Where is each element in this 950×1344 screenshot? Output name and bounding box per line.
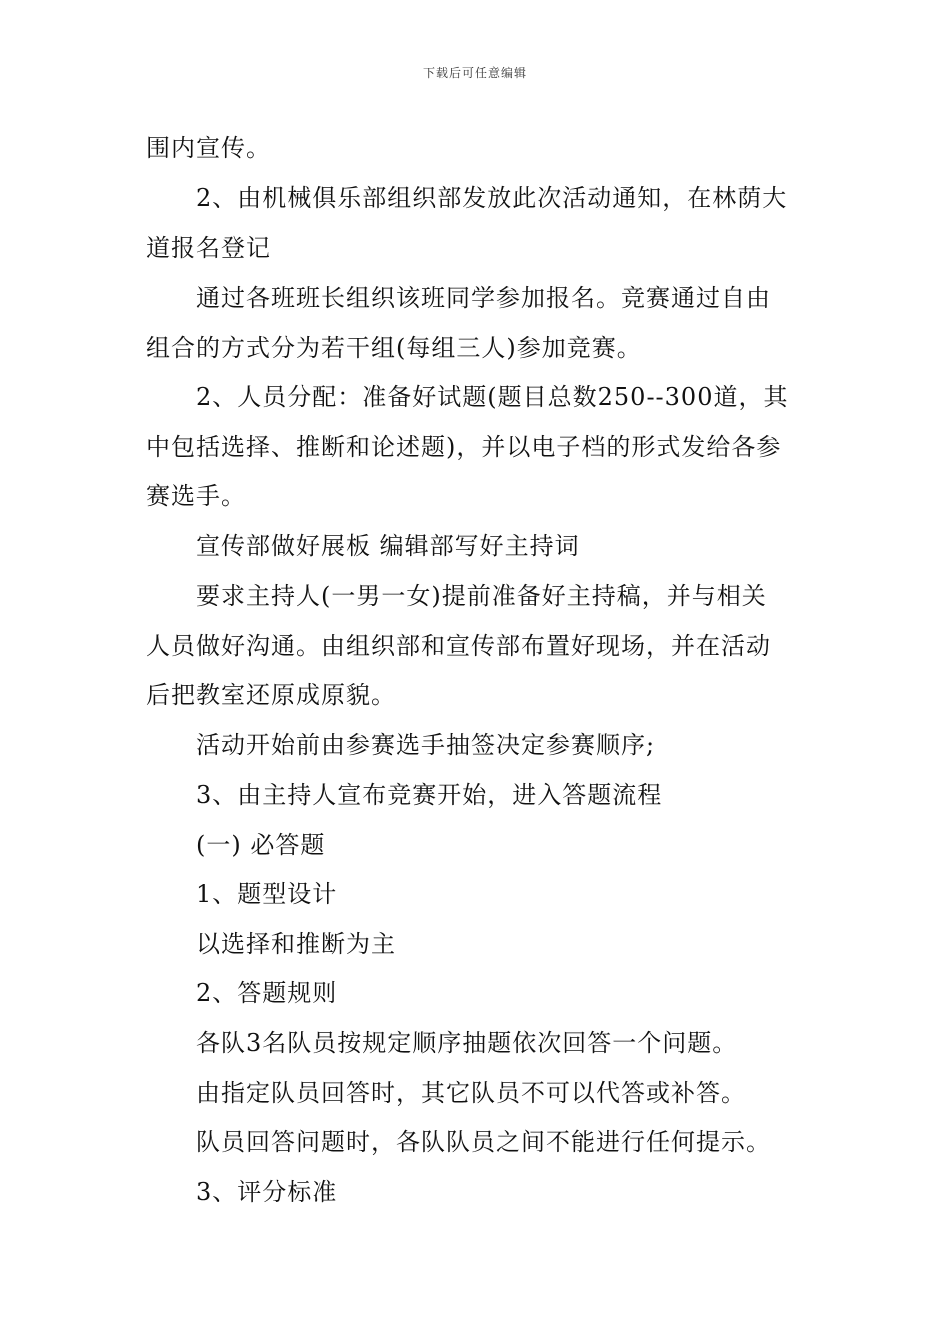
text-line: 赛选手。	[146, 482, 246, 510]
text-line: 1、题型设计	[196, 880, 338, 908]
text-line: 以选择和推断为主	[196, 930, 396, 958]
text-line: 宣传部做好展板 编辑部写好主持词	[196, 532, 580, 560]
text-line: 道报名登记	[146, 234, 271, 262]
text-line: 后把教室还原成原貌。	[146, 681, 396, 709]
text-line: 2、人员分配：准备好试题(题目总数250--300道，其	[196, 383, 789, 411]
text-line: 队员回答问题时，各队队员之间不能进行任何提示。	[196, 1128, 771, 1156]
text-line: 由指定队员回答时，其它队员不可以代答或补答。	[196, 1079, 746, 1107]
text-line: 中包括选择、推断和论述题)，并以电子档的形式发给各参	[146, 433, 782, 461]
text-line: (一) 必答题	[196, 831, 326, 859]
text-line: 组合的方式分为若干组(每组三人)参加竞赛。	[146, 334, 642, 362]
text-line: 2、由机械俱乐部组织部发放此次活动通知，在林荫大	[196, 184, 788, 212]
text-line: 3、由主持人宣布竞赛开始，进入答题流程	[196, 781, 663, 809]
text-line: 各队3名队员按规定顺序抽题依次回答一个问题。	[196, 1029, 738, 1057]
text-line: 要求主持人(一男一女)提前准备好主持稿，并与相关	[196, 582, 767, 610]
text-line: 2、答题规则	[196, 979, 338, 1007]
text-line: 3、评分标准	[196, 1178, 338, 1206]
text-line: 围内宣传。	[146, 134, 271, 162]
page-header: 下载后可任意编辑	[422, 66, 527, 80]
text-line: 活动开始前由参赛选手抽签决定参赛顺序;	[196, 731, 656, 759]
text-line: 通过各班班长组织该班同学参加报名。竞赛通过自由	[196, 284, 771, 312]
text-line: 人员做好沟通。由组织部和宣传部布置好现场，并在活动	[146, 632, 771, 660]
